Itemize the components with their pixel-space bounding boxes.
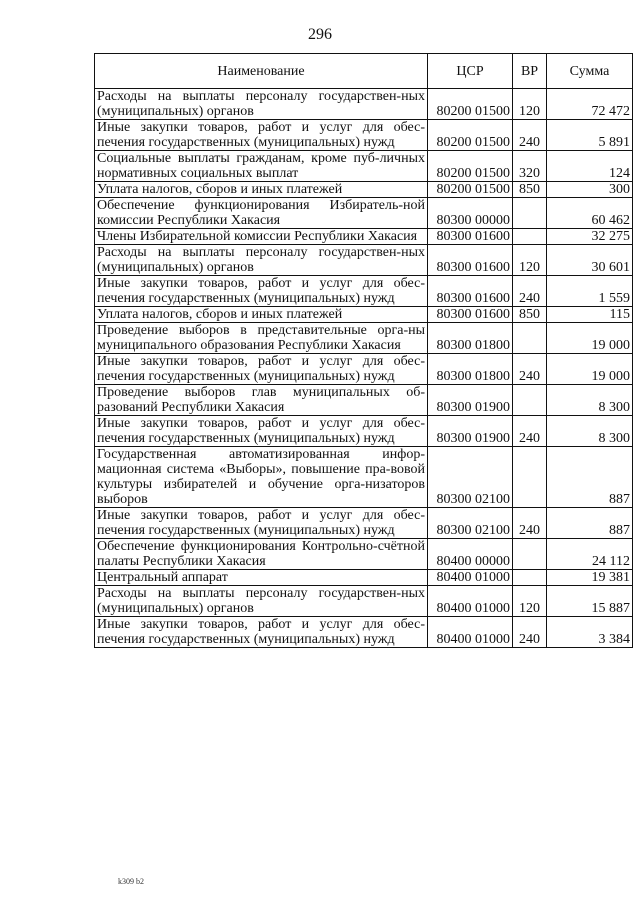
row-csr-cell: 80300 01800 (428, 323, 513, 354)
row-name-cell: Расходы на выплаты персоналу государствен-ных (муниципальных) органов (95, 89, 428, 120)
table-row (95, 354, 633, 385)
table-row (95, 586, 633, 617)
row-name-cell: Иные закупки товаров, работ и услуг для обес-печения государственных (муниципальных) нужд (95, 617, 428, 648)
row-name-cell: Социальные выплаты гражданам, кроме пуб-личных нормативных социальных выплат (95, 151, 428, 182)
table-row (95, 307, 633, 323)
row-csr-cell: 80300 01600 (428, 245, 513, 276)
row-csr-cell: 80300 02100 (428, 508, 513, 539)
row-name-cell: Иные закупки товаров, работ и услуг для обес-печения государственных (муниципальных) нужд (95, 276, 428, 307)
row-sum-cell: 5 891 (547, 120, 633, 151)
row-sum-cell: 19 000 (547, 354, 633, 385)
row-vr-cell: 320 (513, 151, 547, 182)
table-body (95, 89, 633, 648)
row-sum-cell: 115 (547, 307, 633, 323)
row-vr-cell (513, 198, 547, 229)
row-name-cell: Обеспечение функционирования Контрольно-счётной палаты Республики Хакасия (95, 539, 428, 570)
row-vr-cell: 240 (513, 617, 547, 648)
row-name-cell: Иные закупки товаров, работ и услуг для обес-печения государственных (муниципальных) нужд (95, 508, 428, 539)
row-name-cell: Уплата налогов, сборов и иных платежей (95, 307, 428, 323)
row-csr-cell: 80300 01600 (428, 229, 513, 245)
row-csr-cell: 80300 02100 (428, 447, 513, 508)
row-name-cell: Проведение выборов глав муниципальных об-разований Республики Хакасия (95, 385, 428, 416)
row-csr-cell: 80200 01500 (428, 151, 513, 182)
header-sum: Сумма (547, 54, 633, 89)
row-name-cell: Государственная автоматизированная инфор-мационная система «Выборы», повышение пра-вовой культуры избирателей и обучение орга-низаторов выборов (95, 447, 428, 508)
row-name-cell: Центральный аппарат (95, 570, 428, 586)
row-csr-cell: 80400 01000 (428, 617, 513, 648)
row-csr-cell: 80300 01600 (428, 307, 513, 323)
row-vr-cell: 240 (513, 354, 547, 385)
table-row (95, 416, 633, 447)
row-csr-cell: 80200 01500 (428, 182, 513, 198)
row-csr-cell: 80300 00000 (428, 198, 513, 229)
row-name-cell: Расходы на выплаты персоналу государствен-ных (муниципальных) органов (95, 586, 428, 617)
table-row (95, 198, 633, 229)
row-vr-cell (513, 229, 547, 245)
header-vr: ВР (513, 54, 547, 89)
row-sum-cell: 72 472 (547, 89, 633, 120)
row-csr-cell: 80400 01000 (428, 586, 513, 617)
row-sum-cell: 30 601 (547, 245, 633, 276)
row-csr-cell: 80200 01500 (428, 120, 513, 151)
row-sum-cell: 32 275 (547, 229, 633, 245)
row-sum-cell: 8 300 (547, 416, 633, 447)
row-sum-cell: 3 384 (547, 617, 633, 648)
row-csr-cell: 80300 01900 (428, 385, 513, 416)
row-name-cell: Уплата налогов, сборов и иных платежей (95, 182, 428, 198)
table-row (95, 570, 633, 586)
table-row (95, 539, 633, 570)
row-sum-cell: 19 000 (547, 323, 633, 354)
table-row (95, 508, 633, 539)
row-sum-cell: 887 (547, 447, 633, 508)
row-vr-cell: 240 (513, 276, 547, 307)
table-row (95, 617, 633, 648)
row-name-cell: Иные закупки товаров, работ и услуг для обес-печения государственных (муниципальных) нужд (95, 120, 428, 151)
table-header (95, 54, 633, 89)
row-vr-cell (513, 539, 547, 570)
row-vr-cell: 240 (513, 120, 547, 151)
row-vr-cell: 850 (513, 182, 547, 198)
row-vr-cell: 240 (513, 416, 547, 447)
header-csr: ЦСР (428, 54, 513, 89)
table-row (95, 89, 633, 120)
table-row (95, 245, 633, 276)
table-row (95, 323, 633, 354)
row-sum-cell: 300 (547, 182, 633, 198)
row-vr-cell: 120 (513, 245, 547, 276)
row-vr-cell (513, 385, 547, 416)
row-vr-cell (513, 323, 547, 354)
row-csr-cell: 80300 01800 (428, 354, 513, 385)
row-sum-cell: 8 300 (547, 385, 633, 416)
row-sum-cell: 15 887 (547, 586, 633, 617)
row-sum-cell: 1 559 (547, 276, 633, 307)
table-row (95, 276, 633, 307)
row-sum-cell: 19 381 (547, 570, 633, 586)
budget-table (94, 53, 633, 648)
row-name-cell: Проведение выборов в представительные орга-ны муниципального образования Республики Хакасия (95, 323, 428, 354)
row-sum-cell: 60 462 (547, 198, 633, 229)
row-csr-cell: 80400 00000 (428, 539, 513, 570)
table-row (95, 385, 633, 416)
row-csr-cell: 80300 01600 (428, 276, 513, 307)
row-vr-cell: 850 (513, 307, 547, 323)
table-row (95, 229, 633, 245)
page-number: 296 (308, 26, 332, 43)
row-sum-cell: 887 (547, 508, 633, 539)
row-name-cell: Обеспечение функционирования Избиратель-ной комиссии Республики Хакасия (95, 198, 428, 229)
row-name-cell: Иные закупки товаров, работ и услуг для обес-печения государственных (муниципальных) нужд (95, 354, 428, 385)
row-csr-cell: 80200 01500 (428, 89, 513, 120)
header-name: Наименование (95, 54, 428, 89)
table-row (95, 182, 633, 198)
row-vr-cell (513, 570, 547, 586)
row-sum-cell: 24 112 (547, 539, 633, 570)
footer-code: k309 b2 (118, 877, 144, 886)
row-sum-cell: 124 (547, 151, 633, 182)
row-csr-cell: 80300 01900 (428, 416, 513, 447)
row-vr-cell (513, 447, 547, 508)
row-name-cell: Расходы на выплаты персоналу государствен-ных (муниципальных) органов (95, 245, 428, 276)
row-vr-cell: 120 (513, 586, 547, 617)
row-name-cell: Члены Избирательной комиссии Республики Хакасия (95, 229, 428, 245)
table-row (95, 151, 633, 182)
row-name-cell: Иные закупки товаров, работ и услуг для обес-печения государственных (муниципальных) нужд (95, 416, 428, 447)
row-csr-cell: 80400 01000 (428, 570, 513, 586)
table-row (95, 447, 633, 508)
table-row (95, 120, 633, 151)
row-vr-cell: 240 (513, 508, 547, 539)
row-vr-cell: 120 (513, 89, 547, 120)
